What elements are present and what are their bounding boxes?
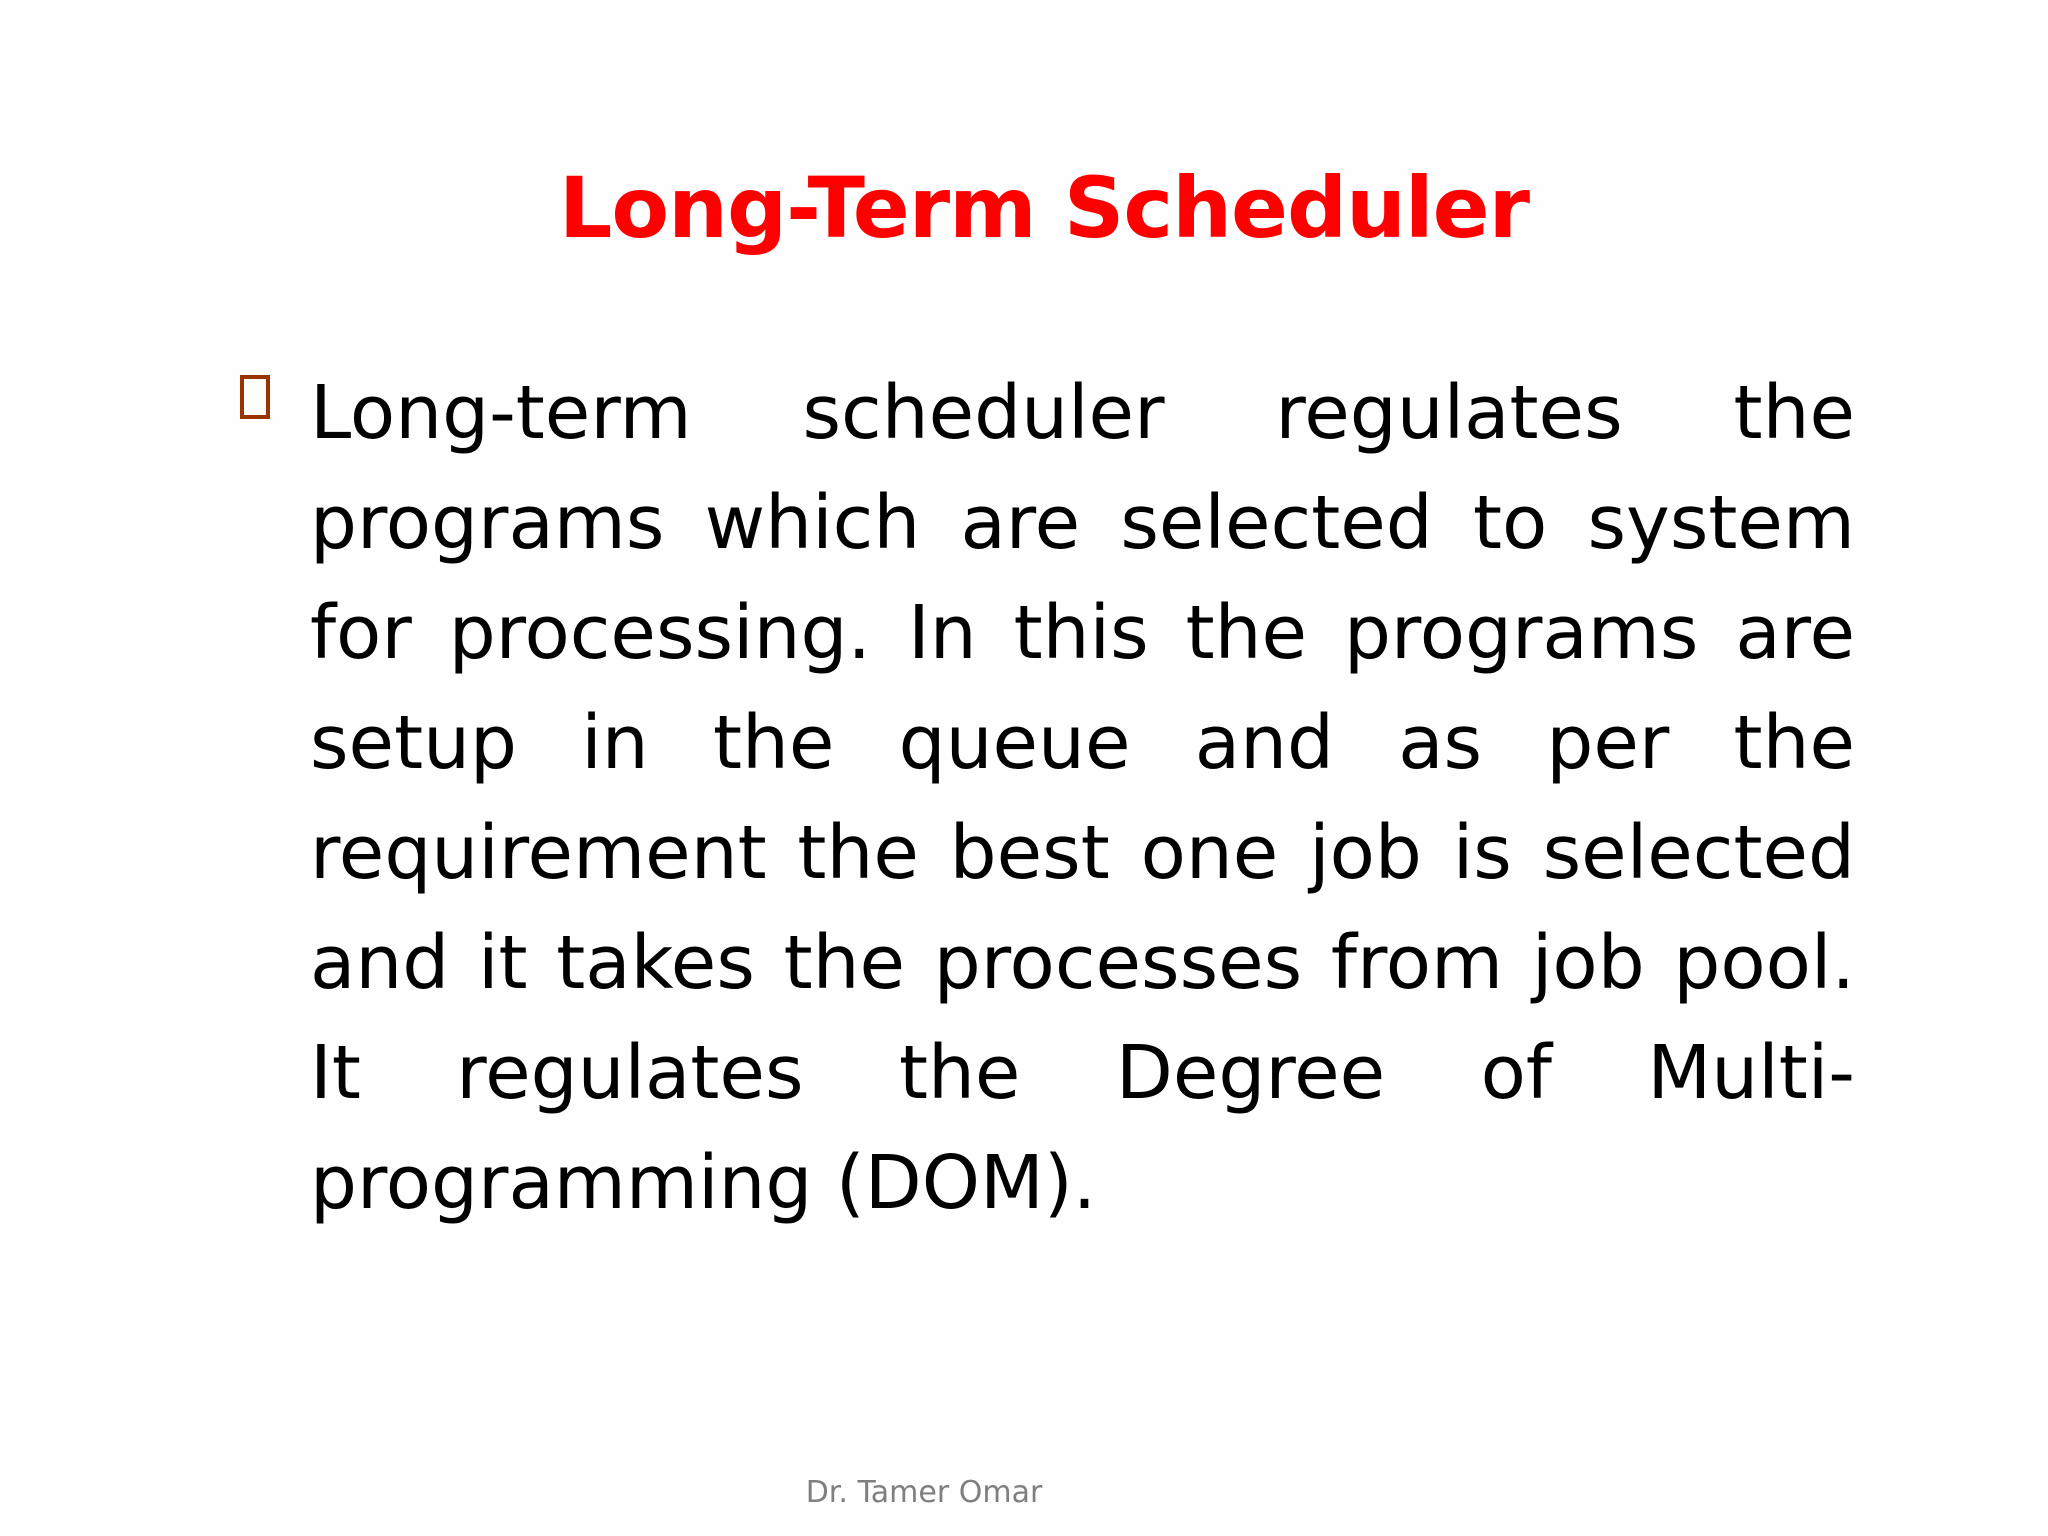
slide-footer: Dr. Tamer Omar: [805, 1475, 1043, 1510]
bullet-text: Long-term scheduler regulates the programs which are selected to system for processing. In this the programs are setup in the queue and as per the requirement the best one job is selected and it takes the processes from job pool. It regulates the Degree of Multi-programming (DOM).: [310, 370, 1855, 1226]
square-bullet-icon: [240, 375, 270, 419]
slide-title: Long-Term Scheduler: [558, 159, 1530, 257]
